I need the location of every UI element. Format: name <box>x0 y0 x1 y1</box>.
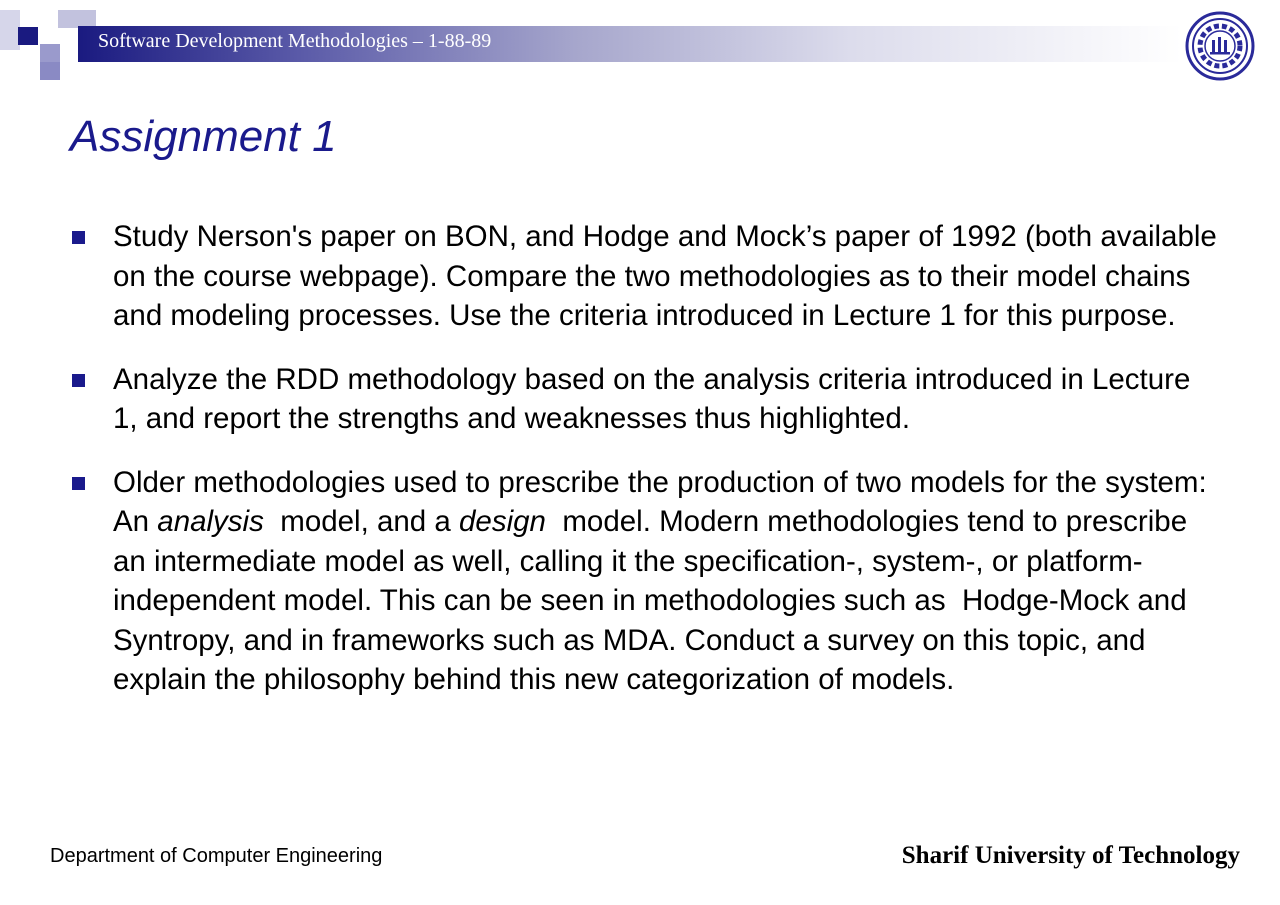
bullet-text-part: model. Modern methodologies tend to prescribe an intermediate model as well, calling it the specification-, system-, or platform-independent model. This can be seen in methodologies such as Hodge-Mock and Syntropy, and in frameworks such as MDA. Conduct a survey on this topic, and explain the philosophy behind this new categorization of models. <box>113 505 1196 696</box>
emphasis-analysis: analysis <box>157 505 264 538</box>
footer-department: Department of Computer Engineering <box>50 845 383 867</box>
bullet-text-part: Older methodologies used to prescribe the production of two models for the system: An <box>113 465 1207 538</box>
bullet-list <box>72 217 1222 724</box>
bullet-item <box>72 463 1222 700</box>
university-logo-icon <box>1185 10 1255 82</box>
slide-title: Assignment 1 <box>70 112 337 161</box>
decor-square <box>40 62 60 80</box>
square-bullet-icon <box>72 374 85 387</box>
square-bullet-icon <box>72 477 85 490</box>
header-title: Software Development Methodologies – 1-88-89 <box>98 30 492 52</box>
bullet-text: Study Nerson's paper on BON, and Hodge and Mock’s paper of 1992 (both available on the course webpage). Compare the two methodologies as to their model chains and modeling processes. Use the criteria introduced in Lecture 1 for this purpose. <box>113 220 1217 332</box>
decor-square <box>18 27 38 45</box>
bullet-item <box>72 217 1222 336</box>
bullet-text: Analyze the RDD methodology based on the analysis criteria introduced in Lecture 1, and report the strengths and weaknesses thus highlighted. <box>113 362 1191 435</box>
emphasis-design: design <box>459 505 546 538</box>
bullet-text-part: model, and a <box>263 505 460 538</box>
decor-square <box>0 10 20 50</box>
bullet-item <box>72 360 1222 439</box>
footer-university: Sharif University of Technology <box>901 842 1240 869</box>
square-bullet-icon <box>72 231 85 244</box>
